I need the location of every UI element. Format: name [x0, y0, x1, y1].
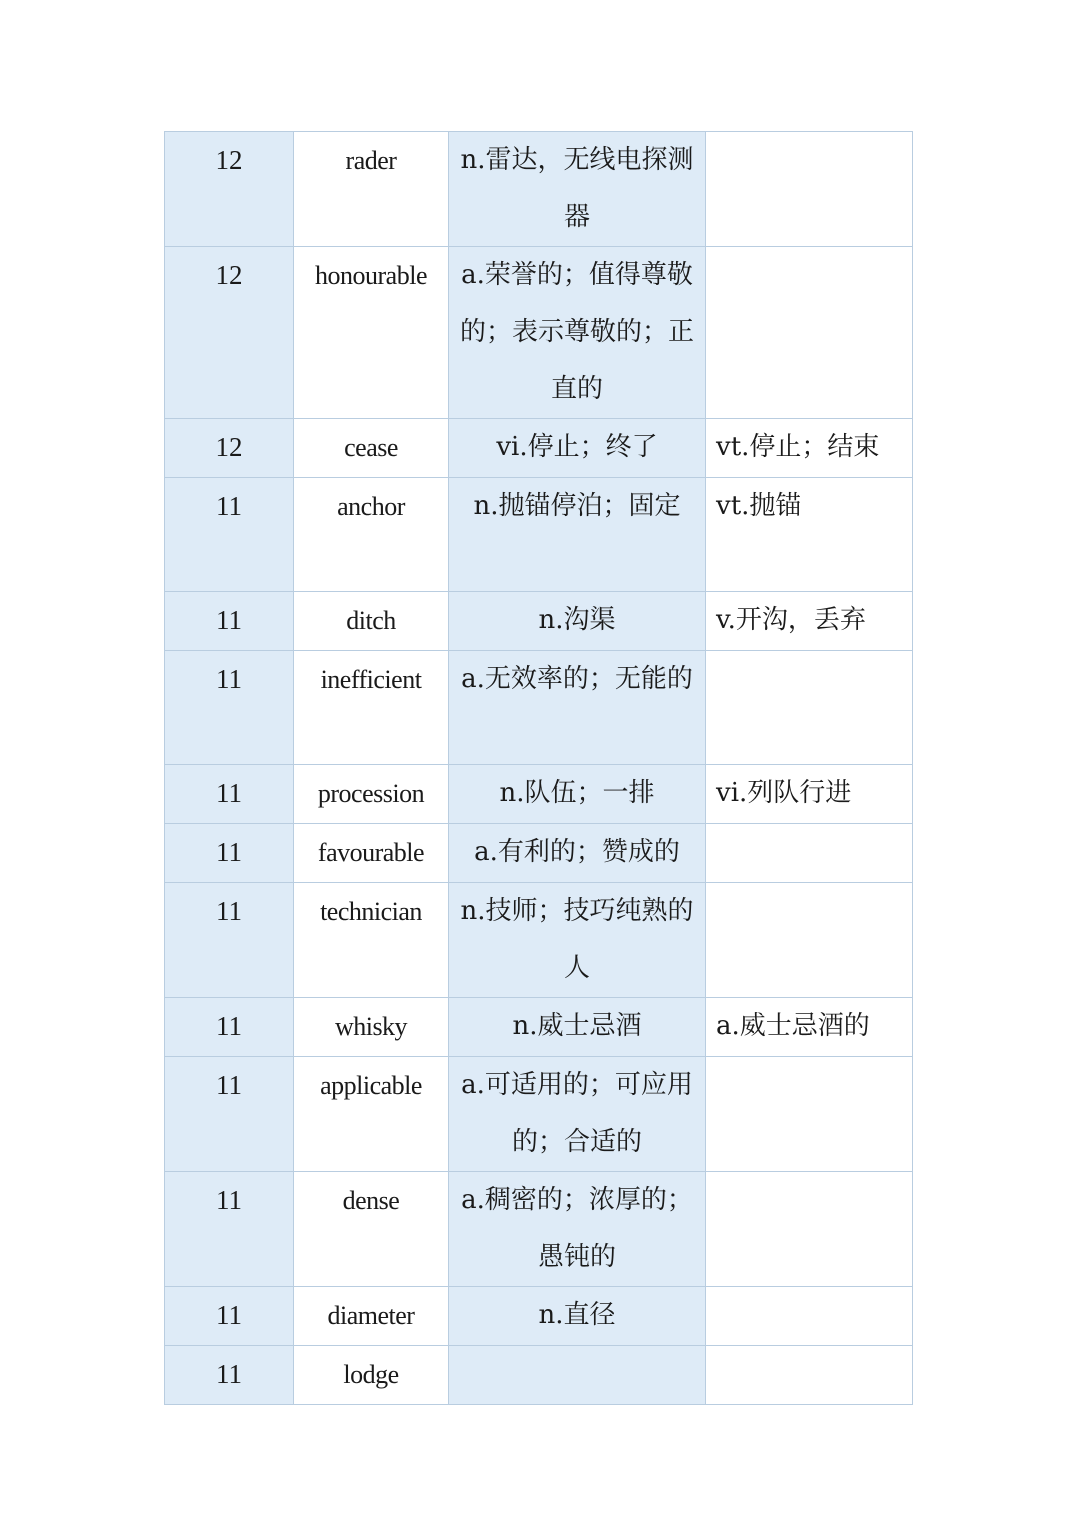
frequency-value: 11	[216, 1070, 242, 1100]
extra-definition-cell	[706, 1057, 913, 1172]
word-cell: favourable	[294, 824, 449, 883]
definition-cell: a.有利的；赞成的	[449, 824, 706, 883]
frequency-cell	[165, 1172, 294, 1287]
table-row	[165, 765, 913, 824]
frequency-value: 11	[216, 778, 242, 808]
table-row	[165, 1057, 913, 1172]
extra-definition-cell: a.威士忌酒的	[706, 998, 913, 1057]
definition-cell: n.技师；技巧纯熟的人	[449, 883, 706, 998]
word-cell: ditch	[294, 592, 449, 651]
table-row	[165, 132, 913, 247]
frequency-value: 12	[215, 432, 243, 462]
frequency-cell	[165, 478, 294, 592]
table-row	[165, 824, 913, 883]
definition-cell: a.无效率的；无能的	[449, 651, 706, 765]
definition-cell: vi.停止；终了	[449, 419, 706, 478]
extra-definition-cell	[706, 824, 913, 883]
table-row	[165, 592, 913, 651]
word-cell: applicable	[294, 1057, 449, 1172]
definition-cell: a.荣誉的；值得尊敬的；表示尊敬的；正直的	[449, 247, 706, 419]
extra-definition-cell	[706, 651, 913, 765]
vocabulary-table-body	[165, 132, 913, 1405]
word-cell: inefficient	[294, 651, 449, 765]
definition-cell: a.稠密的；浓厚的；愚钝的	[449, 1172, 706, 1287]
frequency-value: 12	[215, 260, 243, 290]
word-cell: technician	[294, 883, 449, 998]
frequency-value: 11	[216, 605, 242, 635]
extra-definition-cell	[706, 883, 913, 998]
frequency-cell	[165, 1057, 294, 1172]
definition-cell	[449, 1346, 706, 1405]
frequency-value: 11	[216, 1359, 242, 1389]
frequency-cell	[165, 592, 294, 651]
table-row	[165, 1287, 913, 1346]
word-cell: anchor	[294, 478, 449, 592]
frequency-cell	[165, 419, 294, 478]
frequency-value: 11	[216, 1300, 242, 1330]
frequency-cell	[165, 883, 294, 998]
frequency-value: 11	[216, 491, 242, 521]
frequency-value: 11	[216, 1011, 242, 1041]
table-row	[165, 651, 913, 765]
frequency-cell	[165, 998, 294, 1057]
frequency-value: 12	[215, 145, 243, 175]
table-row	[165, 419, 913, 478]
definition-cell: n.队伍；一排	[449, 765, 706, 824]
definition-cell: n.威士忌酒	[449, 998, 706, 1057]
frequency-cell	[165, 1287, 294, 1346]
definition-cell: n.抛锚停泊；固定	[449, 478, 706, 592]
extra-definition-cell	[706, 132, 913, 247]
table-row	[165, 478, 913, 592]
frequency-cell	[165, 765, 294, 824]
word-cell: lodge	[294, 1346, 449, 1405]
table-row	[165, 883, 913, 998]
extra-definition-cell	[706, 1287, 913, 1346]
table-row	[165, 1346, 913, 1405]
extra-definition-cell	[706, 247, 913, 419]
table-row	[165, 247, 913, 419]
definition-cell: n.直径	[449, 1287, 706, 1346]
extra-definition-cell	[706, 1346, 913, 1405]
extra-definition-cell: vt.停止；结束	[706, 419, 913, 478]
frequency-value: 11	[216, 664, 242, 694]
word-cell: dense	[294, 1172, 449, 1287]
word-cell: diameter	[294, 1287, 449, 1346]
frequency-cell	[165, 651, 294, 765]
extra-definition-cell	[706, 1172, 913, 1287]
frequency-cell	[165, 247, 294, 419]
extra-definition-cell: vi.列队行进	[706, 765, 913, 824]
frequency-cell	[165, 824, 294, 883]
frequency-cell	[165, 1346, 294, 1405]
definition-cell: n.雷达，无线电探测器	[449, 132, 706, 247]
definition-cell: a.可适用的；可应用的；合适的	[449, 1057, 706, 1172]
table-row	[165, 998, 913, 1057]
frequency-value: 11	[216, 1185, 242, 1215]
word-cell: whisky	[294, 998, 449, 1057]
frequency-value: 11	[216, 837, 242, 867]
frequency-value: 11	[216, 896, 242, 926]
word-cell: procession	[294, 765, 449, 824]
extra-definition-cell: v.开沟，丢弃	[706, 592, 913, 651]
table-row	[165, 1172, 913, 1287]
word-cell: cease	[294, 419, 449, 478]
word-cell: honourable	[294, 247, 449, 419]
word-cell: rader	[294, 132, 449, 247]
frequency-cell	[165, 132, 294, 247]
definition-cell: n.沟渠	[449, 592, 706, 651]
vocabulary-table	[164, 131, 913, 1405]
extra-definition-cell: vt.抛锚	[706, 478, 913, 592]
